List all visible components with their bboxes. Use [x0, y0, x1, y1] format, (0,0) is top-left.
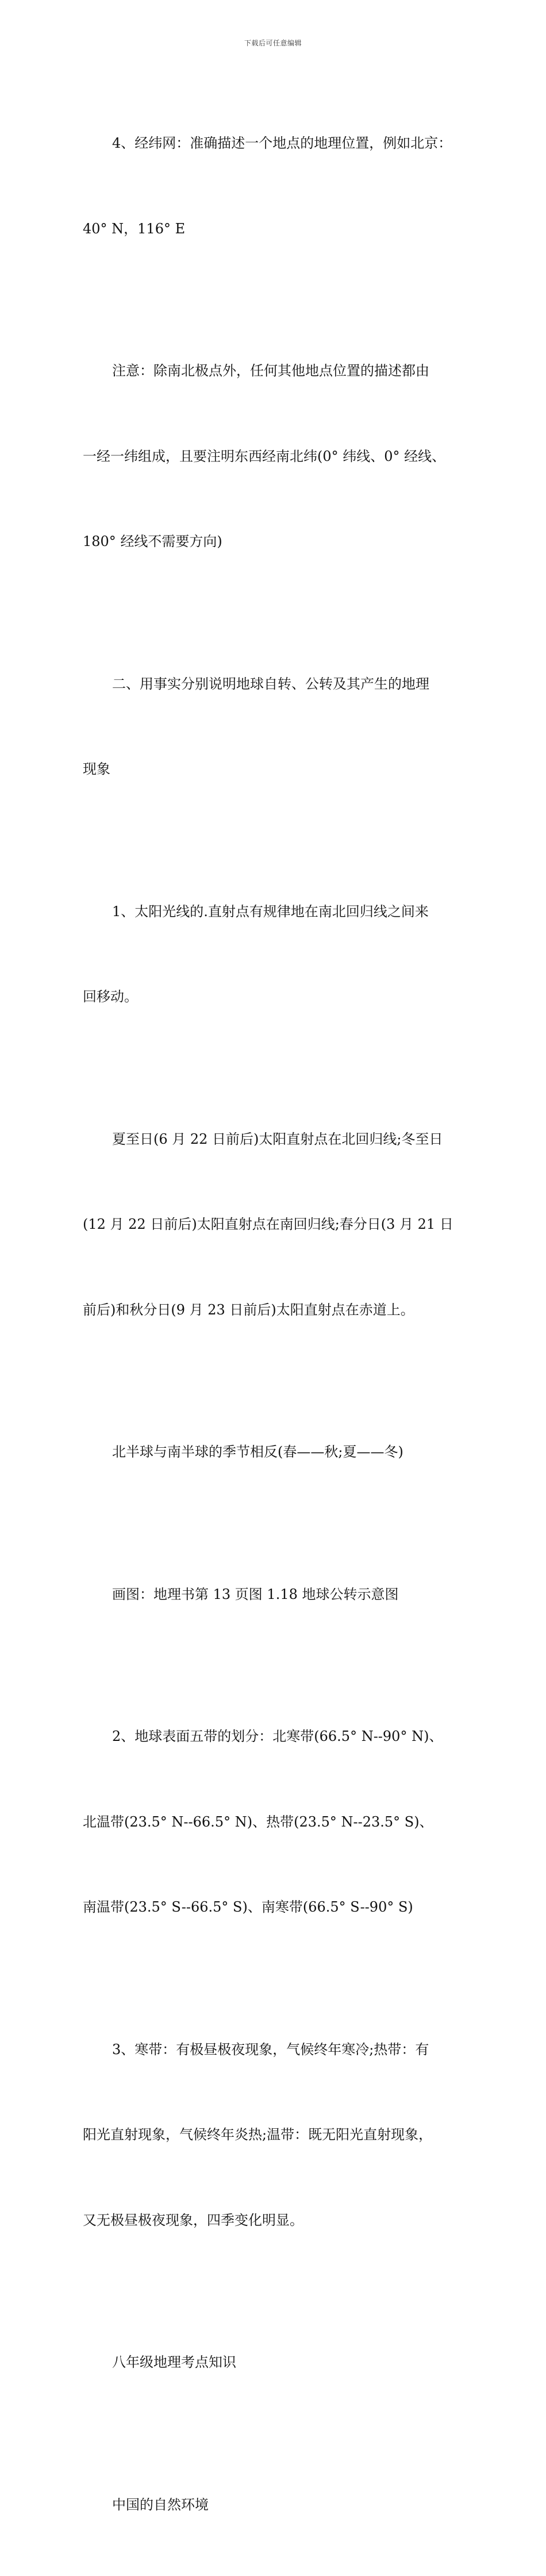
text-line: 北半球与南半球的季节相反(春——秋;夏——冬) — [83, 1438, 469, 1467]
page-header-note: 下载后可任意编辑 — [0, 38, 546, 48]
text-line: 注意：除南北极点外，任何其他地点位置的描述都由 — [83, 357, 469, 386]
text-line: (12 月 22 日前后)太阳直射点在南回归线;春分日(3 月 21 日 — [83, 1210, 469, 1239]
text-line: 40° N，116° E — [83, 215, 469, 244]
text-line: 八年级地理考点知识 — [83, 2348, 469, 2377]
paragraph-five-zones — [83, 1666, 469, 1979]
paragraph-zone-characteristics — [83, 1979, 469, 2292]
paragraph-direct-sun-point — [83, 841, 469, 1068]
text-line: 中国的自然环境 — [83, 2491, 469, 2520]
paragraph-drawing-reference — [83, 1524, 469, 1666]
heading-china-natural-environment — [83, 2434, 469, 2576]
section-heading-rotation-revolution — [83, 613, 469, 841]
text-line: 阳光直射现象，气候终年炎热;温带：既无阳光直射现象， — [83, 2121, 469, 2150]
text-line: 二、用事实分别说明地球自转、公转及其产生的地理 — [83, 670, 469, 699]
text-line: 画图：地理书第 13 页图 1.18 地球公转示意图 — [83, 1581, 469, 1609]
text-line: 4、经纬网：准确描述一个地点的地理位置，例如北京： — [83, 129, 469, 158]
text-line: 前后)和秋分日(9 月 23 日前后)太阳直射点在赤道上。 — [83, 1296, 469, 1325]
text-line: 回移动。 — [83, 983, 469, 1012]
paragraph-lat-long-grid — [83, 72, 469, 300]
text-line: 2、地球表面五带的划分：北寒带(66.5° N--90° N)、 — [83, 1723, 469, 1751]
text-line: 现象 — [83, 755, 469, 784]
paragraph-note — [83, 300, 469, 613]
text-line: 夏至日(6 月 22 日前后)太阳直射点在北回归线;冬至日 — [83, 1125, 469, 1154]
text-line: 南温带(23.5° S--66.5° S)、南寒带(66.5° S--90° S) — [83, 1893, 469, 1922]
heading-grade8-knowledge — [83, 2292, 469, 2434]
text-line: 又无极昼极夜现象，四季变化明显。 — [83, 2206, 469, 2235]
text-line: 一经一纬组成，且要注明东西经南北纬(0° 纬线、0° 经线、 — [83, 443, 469, 471]
text-line: 3、寒带：有极昼极夜现象，气候终年寒冷;热带：有 — [83, 2036, 469, 2064]
text-line: 北温带(23.5° N--66.5° N)、热带(23.5° N--23.5° S)、 — [83, 1808, 469, 1837]
paragraph-solstice-equinox — [83, 1068, 469, 1382]
document-body — [83, 72, 469, 2576]
paragraph-seasons — [83, 1381, 469, 1524]
text-line: 1、太阳光线的.直射点有规律地在南北回归线之间来 — [83, 898, 469, 926]
text-line: 180° 经线不需要方向) — [83, 528, 469, 556]
